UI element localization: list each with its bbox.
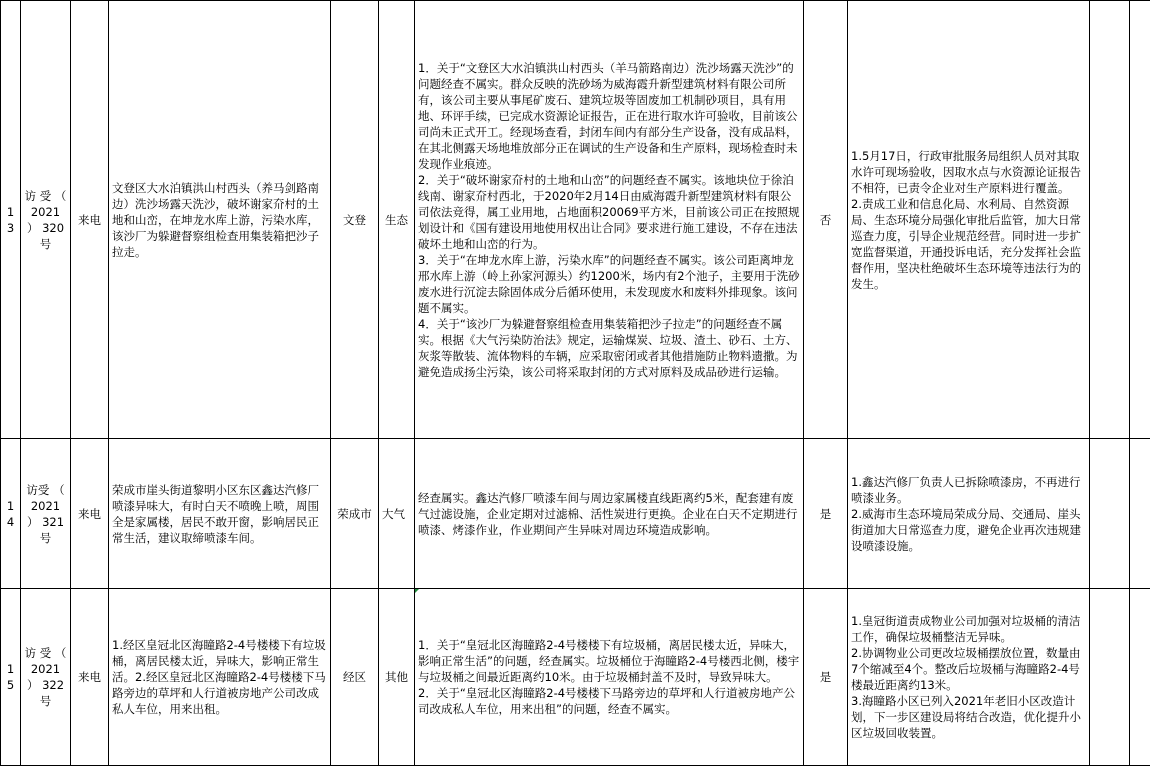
action-item: 3.海瞳路小区已列入2021年老旧小区改造计划，下一步区建设局将结合改造，优化提升小区垃圾回收装置。 xyxy=(851,693,1086,741)
row-number: 15 xyxy=(1,589,21,766)
verified-flag: 是 xyxy=(804,589,848,766)
verified-flag: 是 xyxy=(804,439,848,589)
actions xyxy=(848,439,1090,589)
actions xyxy=(848,1,1090,439)
case-id: 访受 （ 2021 ） 321 号 xyxy=(21,439,71,589)
empty-cell xyxy=(1090,589,1130,766)
empty-cell xyxy=(1130,589,1150,766)
region: 经区 xyxy=(331,589,379,766)
finding-item: 4．关于“该沙厂为躲避督察组检查用集装箱把沙子拉走”的问题经查不属实。根据《大气污染防治法》规定，运输煤炭、垃圾、渣土、砂石、土方、灰浆等散装、流体物料的车辆，应采取密闭或者其他措施防止物料遗撒。为避免造成扬尘污染，该公司将采取封闭的方式对原料及成品砂进行运输。 xyxy=(418,316,800,380)
action-item: 2.责成工业和信息化局、水利局、自然资源局、生态环境分局强化审批后监管，加大日常巡查力度，引导企业规范经营。同时进一步扩宽监督渠道，开通投诉电话，充分发挥社会监督作用，坚决杜绝破坏生态环境等违法行为的发生。 xyxy=(851,196,1086,292)
category: 生态 xyxy=(379,1,415,439)
table-row xyxy=(1,1,1150,439)
finding-item: 3．关于“在坤龙水库上游，污染水库”的问题经查不属实。该公司距离坤龙邢水库上游（岭上孙家河源头）约1200米，场内有2个池子，主要用于洗砂废水进行沉淀去除固体成分后循环使用，未发现废水和废料外排现象。该问题不属实。 xyxy=(418,252,800,316)
region: 荣成市 xyxy=(331,439,379,589)
actions xyxy=(848,589,1090,766)
findings xyxy=(415,589,804,766)
action-item: 2.协调物业公司更改垃圾桶摆放位置，数量由7个缩减至4个。整改后垃圾桶与海瞳路2-4号楼最近距离约13米。 xyxy=(851,645,1086,693)
action-item: 2.威海市生态环境局荣成分局、交通局、崖头街道加大日常巡查力度，避免企业再次违规建设喷漆设施。 xyxy=(851,506,1086,554)
row-number: 14 xyxy=(1,439,21,589)
empty-cell xyxy=(1090,439,1130,589)
complaint-content: 文登区大水泊镇洪山村西头（养马剑路南边）洗沙场露天洗沙，破坏谢家夼村的土地和山峦，在坤龙水库上游，污染水库，该沙厂为躲避督察组检查用集装箱把沙子拉走。 xyxy=(109,1,331,439)
complaint-content: 荣成市崖头街道黎明小区东区鑫达汽修厂喷漆异味大，有时白天不喷晚上喷，周围全是家属楼，居民不敢开窗，影响居民正常生活，建议取缔喷漆车间。 xyxy=(109,439,331,589)
action-item: 1.鑫达汽修厂负责人已拆除喷漆房，不再进行喷漆业务。 xyxy=(851,474,1086,506)
empty-cell xyxy=(1130,1,1150,439)
empty-cell xyxy=(1130,439,1150,589)
findings xyxy=(415,439,804,589)
table-row xyxy=(1,589,1150,766)
empty-cell xyxy=(1090,1,1130,439)
table-row xyxy=(1,439,1150,589)
source: 来电 xyxy=(71,589,109,766)
finding-item: 2．关于“破坏谢家夼村的土地和山峦”的问题经查不属实。该地块位于徐泊线南、谢家夼村西北，于2020年2月14日由威海霞升新型建筑材料有限公司依法竞得，属工业用地，占地面积20069平方米，目前该公司正在按照规划设计和《国有建设用地使用权出让合同》要求进行施工建设，不存在违法破坏土地和山峦的行为。 xyxy=(418,172,800,252)
finding-item: 2．关于“皇冠北区海瞳路2-4号楼楼下马路旁边的草坪和人行道被房地产公司改成私人车位，用来出租”的问题，经查不属实。 xyxy=(418,685,800,717)
verified-flag: 否 xyxy=(804,1,848,439)
source: 来电 xyxy=(71,439,109,589)
row-number: 13 xyxy=(1,1,21,439)
finding-item: 1．关于“文登区大水泊镇洪山村西头（羊马箭路南边）洗沙场露天洗沙”的问题经查不属实。群众反映的洗砂场为威海霞升新型建筑材料有限公司所有，该公司主要从事尾矿废石、建筑垃圾等固废加工机制砂项目，具有用地、环评手续，已完成水资源论证报告，正在进行取水许可验收，目前该公司尚未正式开工。经现场查看，封闭车间内有部分生产设备，没有成品料，在其北侧露天场地堆放部分正在调试的生产设备和生产原料，现场检查时未发现作业痕迹。 xyxy=(418,60,800,172)
action-item: 1.皇冠街道责成物业公司加强对垃圾桶的清洁工作，确保垃圾桶整洁无异味。 xyxy=(851,613,1086,645)
action-item: 1.5月17日，行政审批服务局组织人员对其取水许可现场验收，因取水点与水资源论证报告不相符，已责令企业对生产原料进行覆盖。 xyxy=(851,148,1086,196)
case-id: 访 受 （ 2021 ） 322 号 xyxy=(21,589,71,766)
finding-item: 1．关于“皇冠北区海瞳路2-4号楼楼下有垃圾桶，离居民楼太近，异味大，影响正常生活”的问题，经查属实。垃圾桶位于海瞳路2-4号楼西北侧，楼宇与垃圾桶之间最近距离约10米。由于垃圾桶封盖不及时，导致异味大。 xyxy=(418,637,800,685)
source: 来电 xyxy=(71,1,109,439)
findings xyxy=(415,1,804,439)
finding-item: 经查属实。鑫达汽修厂喷漆车间与周边家属楼直线距离约5米，配套建有废气过滤设施，企业定期对过滤棉、活性炭进行更换。企业在白天不定期进行喷漆、烤漆作业，作业期间产生异味对周边环境造成影响。 xyxy=(418,490,800,538)
region: 文登 xyxy=(331,1,379,439)
complaint-content: 1.经区皇冠北区海瞳路2-4号楼楼下有垃圾桶，离居民楼太近，异味大，影响正常生活。2.经区皇冠北区海瞳路2-4号楼楼下马路旁边的草坪和人行道被房地产公司改成私人车位，用来出租。 xyxy=(109,589,331,766)
category: 大气 xyxy=(379,439,415,589)
case-id: 访 受 （ 2021 ） 320 号 xyxy=(21,1,71,439)
category: 其他 xyxy=(379,589,415,766)
